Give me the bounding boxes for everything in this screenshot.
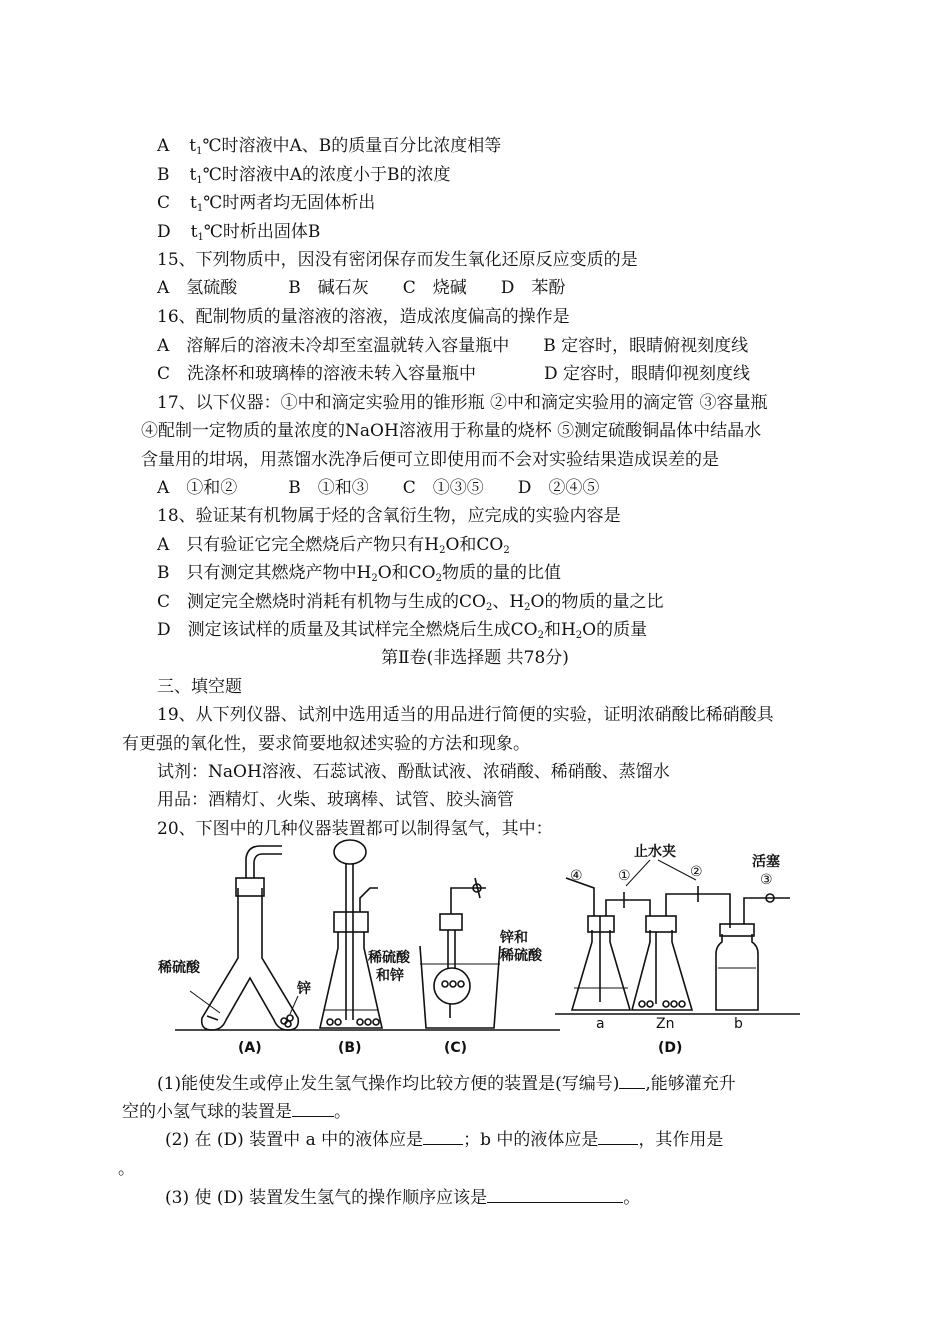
option-text: 物质的量的比值 — [441, 563, 561, 583]
delivery-tube — [246, 846, 282, 878]
q19-line1: 19、从下列仪器、试剂中选用适当的用品进行简便的实验，证明浓硝酸比稀硝酸具 — [157, 705, 774, 725]
connector-1 — [606, 900, 650, 916]
section-2-title: 第Ⅱ卷(非选择题 共78分) — [381, 648, 569, 668]
q18-option-b — [157, 561, 561, 591]
option-text: 和H — [543, 620, 576, 640]
zinc-granule — [679, 1001, 685, 1007]
label-n2: ② — [690, 864, 703, 880]
q16-options-row2: C 洗涤杯和玻璃棒的溶液未转入容量瓶中 D 定容时，眼睛仰视刻度线 — [157, 364, 751, 384]
zinc-granule — [335, 1019, 341, 1025]
subscript: 2 — [537, 630, 544, 641]
part-text: 。 — [334, 1102, 351, 1122]
delivery-tube — [360, 888, 378, 912]
option-label: D — [157, 222, 171, 242]
answer-blank[interactable] — [423, 1128, 463, 1145]
flask-zn — [632, 930, 692, 1010]
option-text: O的物质的量之比 — [530, 592, 664, 612]
subscript: 2 — [435, 573, 442, 584]
label-n4: ④ — [570, 868, 583, 884]
label-zinc-acid-2: 稀硫酸 — [500, 948, 542, 964]
label-a: a — [596, 1016, 605, 1032]
zinc-granule — [365, 1019, 371, 1025]
q20-part1-line2 — [122, 1100, 351, 1124]
subscript: 2 — [575, 630, 583, 641]
outlet-tube — [744, 898, 790, 924]
subscript: 1 — [196, 203, 204, 214]
zinc-granule — [663, 1001, 669, 1007]
q20-part3 — [165, 1186, 640, 1210]
q20-part1-line1 — [157, 1072, 736, 1096]
bottle-b — [716, 934, 758, 1010]
zinc-granule — [458, 981, 464, 987]
subscript: 2 — [371, 573, 378, 584]
label-acid-zinc-1: 稀硫酸 — [368, 950, 410, 966]
q14-option-d — [157, 220, 320, 250]
label-n3: ③ — [760, 872, 773, 888]
caption-b: (B) — [338, 1040, 362, 1056]
zinc-granule — [357, 1019, 363, 1025]
q18-option-d — [157, 618, 647, 648]
caption-a: (A) — [238, 1040, 262, 1056]
answer-blank[interactable] — [487, 1186, 623, 1203]
apparatus-c — [420, 878, 500, 1028]
label-b: b — [734, 1016, 743, 1032]
t-symbol: t — [189, 136, 197, 156]
q20-stem: 20、下图中的几种仪器装置都可以制得氢气，其中： — [157, 819, 553, 839]
subscript: 2 — [503, 545, 510, 556]
option-text: ℃时两者均无固体析出 — [203, 193, 376, 213]
q17-options: A ①和② B ①和③ C ①③⑤ D ②④⑤ — [157, 478, 600, 498]
answer-blank[interactable] — [619, 1072, 645, 1089]
flask — [320, 932, 382, 1028]
zinc-granule — [287, 1015, 293, 1021]
option-text: O的质量 — [582, 620, 648, 640]
stopper — [720, 924, 754, 936]
section-3-title: 三、填空题 — [157, 677, 242, 697]
stopper — [646, 916, 676, 932]
stopper — [440, 914, 462, 930]
y-tube — [202, 888, 299, 1030]
apparatus-figure — [150, 838, 810, 1063]
label-dilute-acid: 稀硫酸 — [158, 960, 200, 976]
q14-option-a — [157, 134, 501, 164]
option-text: O和CO — [445, 535, 504, 555]
q15-options: A 氢硫酸 B 碱石灰 C 烧碱 D 苯酚 — [157, 278, 566, 298]
part-text: ；b 中的液体应是 — [463, 1130, 599, 1150]
zinc-granule — [671, 1001, 677, 1007]
subscript: 1 — [196, 175, 203, 186]
part-text: ,能够灌充升 — [645, 1074, 736, 1094]
q19-line2: 有更强的氧化性，要求简要地叙述实验的方法和现象。 — [122, 734, 530, 754]
q19-reagents: 试剂：NaOH溶液、石蕊试液、酚酞试液、浓硝酸、稀硝酸、蒸馏水 — [157, 762, 670, 782]
q19-items: 用品：酒精灯、火柴、玻璃棒、试管、胶头滴管 — [157, 790, 514, 810]
apparatus-d — [566, 860, 790, 1010]
t-symbol: t — [190, 193, 197, 213]
option-text: C 测定完全燃烧时消耗有机物与生成的CO — [157, 592, 486, 612]
subscript: 2 — [439, 545, 446, 556]
delivery-tube — [451, 888, 486, 914]
q20-part2-line1 — [165, 1128, 723, 1152]
funnel-bulb — [334, 840, 366, 864]
caption-c: (C) — [444, 1040, 468, 1056]
answer-blank[interactable] — [292, 1100, 334, 1117]
zinc-granule — [639, 1001, 645, 1007]
label-clamp: 止水夹 — [634, 844, 676, 860]
q18-option-c — [157, 590, 663, 620]
caption-d: (D) — [658, 1040, 683, 1056]
q18-option-a — [157, 533, 510, 563]
label-stopcock: 活塞 — [752, 854, 780, 870]
subscript: 1 — [196, 146, 203, 157]
label-zn: Zn — [656, 1016, 675, 1032]
option-text: B 只有测定其燃烧产物中H — [157, 563, 372, 583]
stopper — [334, 912, 368, 932]
part-text: 空的小氢气球的装置是 — [122, 1102, 292, 1122]
subscript: 2 — [524, 602, 531, 613]
part-text: 。 — [623, 1188, 641, 1208]
q17-line3: 含量用的坩埚，用蒸馏水洗净后便可立即使用而不会对实验结果造成误差的是 — [141, 450, 719, 470]
option-text: ℃时溶液中A、B的质量百分比浓度相等 — [202, 136, 502, 156]
stopper — [236, 878, 264, 896]
q16-options-row1: A 溶解后的溶液未冷却至室温就转入容量瓶中 B 定容时，眼睛俯视刻度线 — [157, 336, 749, 356]
label-zinc-acid-1: 锌和 — [500, 930, 528, 946]
part-text: (3) 使 (D) 装置发生氢气的操作顺序应该是 — [165, 1188, 488, 1208]
q16-stem: 16、配制物质的量溶液的溶液，造成浓度偏高的操作是 — [157, 307, 570, 327]
liquid-line — [207, 1016, 218, 1020]
zinc-granule — [327, 1019, 333, 1025]
option-text: D 测定该试样的质量及其试样完全燃烧后生成CO — [157, 620, 538, 640]
zinc-granule — [647, 1001, 653, 1007]
flask-a — [572, 930, 630, 1010]
subscript: 2 — [485, 602, 493, 613]
q14-option-b — [157, 163, 451, 193]
t-symbol: t — [189, 165, 197, 185]
part-text: (2) 在 (D) 装置中 a 中的液体应是 — [165, 1130, 424, 1150]
part-text: (1)能使发生或停止发生氢气操作均比较方便的装置是(写编号) — [157, 1074, 620, 1094]
label-n1: ① — [618, 868, 631, 884]
q14-option-c — [157, 191, 375, 221]
option-label: A — [157, 136, 170, 156]
label-acid-zinc-2: 和锌 — [376, 968, 404, 984]
q17-line2: ④配制一定物质的量浓度的NaOH溶液用于称量的烧杯 ⑤测定硫酸铜晶体中结晶水 — [141, 421, 762, 441]
zinc-granule — [442, 981, 448, 987]
subscript: 1 — [197, 232, 204, 243]
option-text: ℃时析出固体B — [203, 222, 321, 242]
label-zinc: 锌 — [297, 981, 311, 997]
q15-stem: 15、下列物质中，因没有密闭保存而发生氧化还原反应变质的是 — [157, 250, 638, 270]
q18-stem: 18、验证某有机物属于烃的含氧衍生物，应完成的实验内容是 — [157, 506, 621, 526]
option-label: B — [157, 165, 170, 185]
option-label: C — [157, 193, 171, 213]
q17-line1: 17、以下仪器：①中和滴定实验用的锥形瓶 ②中和滴定实验用的滴定管 ③容量瓶 — [157, 393, 768, 413]
q20-part2-line2: 。 — [118, 1159, 135, 1179]
zinc-granule — [373, 1019, 379, 1025]
part-text: ，其作用是 — [638, 1130, 724, 1150]
t-symbol: t — [190, 222, 198, 242]
option-text: 、H — [492, 592, 525, 612]
zinc-granule — [450, 981, 456, 987]
option-text: ℃时溶液中A的浓度小于B的浓度 — [202, 165, 451, 185]
apparatus-a — [190, 846, 298, 1030]
option-text: O和CO — [377, 563, 436, 583]
option-text: A 只有验证它完全燃烧后产物只有H — [157, 535, 440, 555]
delivery-tube-inner — [254, 854, 282, 878]
answer-blank[interactable] — [598, 1128, 638, 1145]
apparatus-b — [320, 840, 382, 1028]
stopper — [588, 916, 614, 932]
